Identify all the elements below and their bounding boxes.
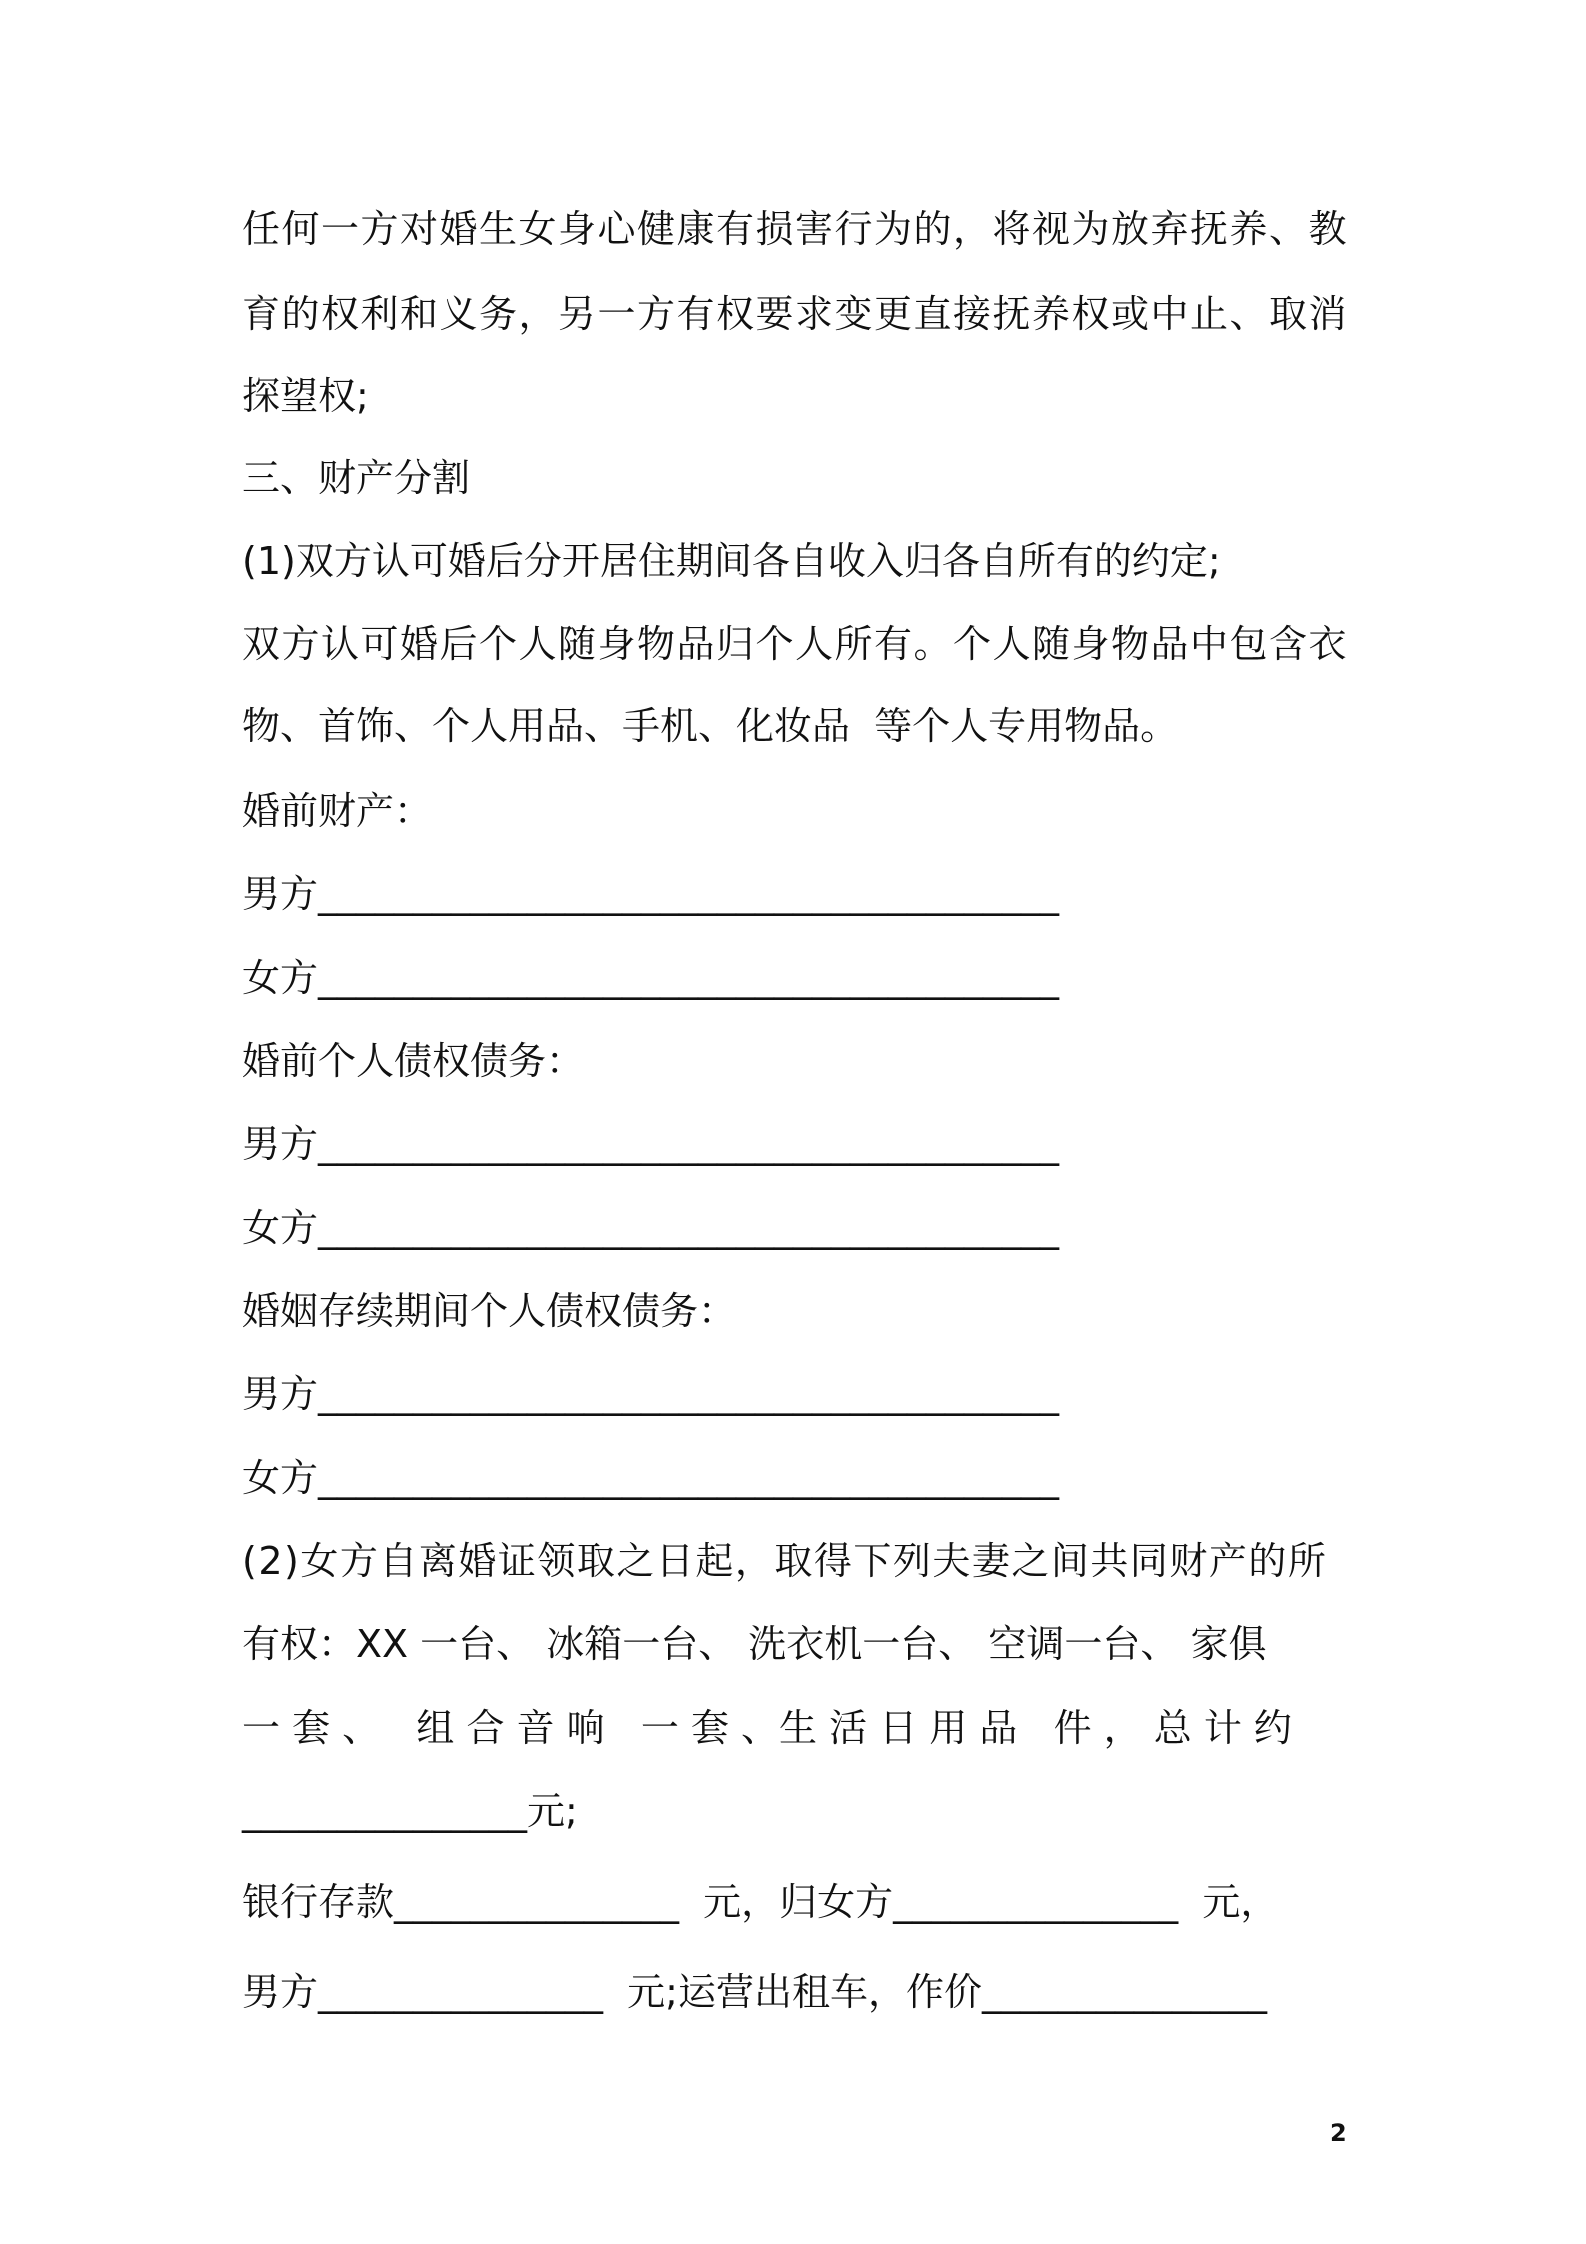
blank-line-wife: 女方_______________________________________ — [242, 1206, 1060, 1250]
paragraph-line: 物、首饰、个人用品、手机、化妆品 等个人专用物品。 — [242, 704, 1179, 748]
page-number: 2 — [1330, 2119, 1347, 2147]
paragraph-line: 双方认可婚后个人随身物品归个人所有。个人随身物品中包含衣 — [242, 622, 1349, 666]
paragraph-line: 男方_______________ 元;运营出租车，作价_______________ — [242, 1970, 1267, 2014]
subheading-premarital-debts: 婚前个人债权债务： — [242, 1039, 585, 1083]
blank-line-husband: 男方_______________________________________ — [242, 1122, 1060, 1166]
paragraph-line: 有权：XX 一台、 冰箱一台、 洗衣机一台、 空调一台、 家俱 — [242, 1622, 1267, 1666]
blank-line-husband: 男方_______________________________________ — [242, 872, 1060, 916]
paragraph-line: 探望权; — [242, 374, 369, 418]
paragraph-line: 任何一方对婚生女身心健康有损害行为的，将视为放弃抚养、教 — [242, 207, 1349, 251]
blank-line-husband: 男方_______________________________________ — [242, 1372, 1060, 1416]
section-heading: 三、财产分割 — [242, 456, 471, 500]
paragraph-line: 银行存款_______________ 元，归女方_______________ 元， — [242, 1880, 1279, 1924]
blank-line-wife: 女方_______________________________________ — [242, 1456, 1060, 1500]
blank-line-wife: 女方_______________________________________ — [242, 956, 1060, 1000]
paragraph-line: (2)女方自离婚证领取之日起，取得下列夫妻之间共同财产的所 — [242, 1539, 1328, 1583]
paragraph-line: _______________元; — [242, 1789, 578, 1833]
paragraph-line: 一 套 、 组 合 音 响 一 套 、生 活 日 用 品 件 ， 总 计 约 — [242, 1706, 1292, 1750]
paragraph-line: (1)双方认可婚后分开居住期间各自收入归各自所有的约定; — [242, 539, 1221, 583]
paragraph-line: 育的权利和义务，另一方有权要求变更直接抚养权或中止、取消 — [242, 292, 1349, 336]
subheading-premarital-property: 婚前财产： — [242, 789, 433, 833]
subheading-marital-debts: 婚姻存续期间个人债权债务： — [242, 1289, 737, 1333]
